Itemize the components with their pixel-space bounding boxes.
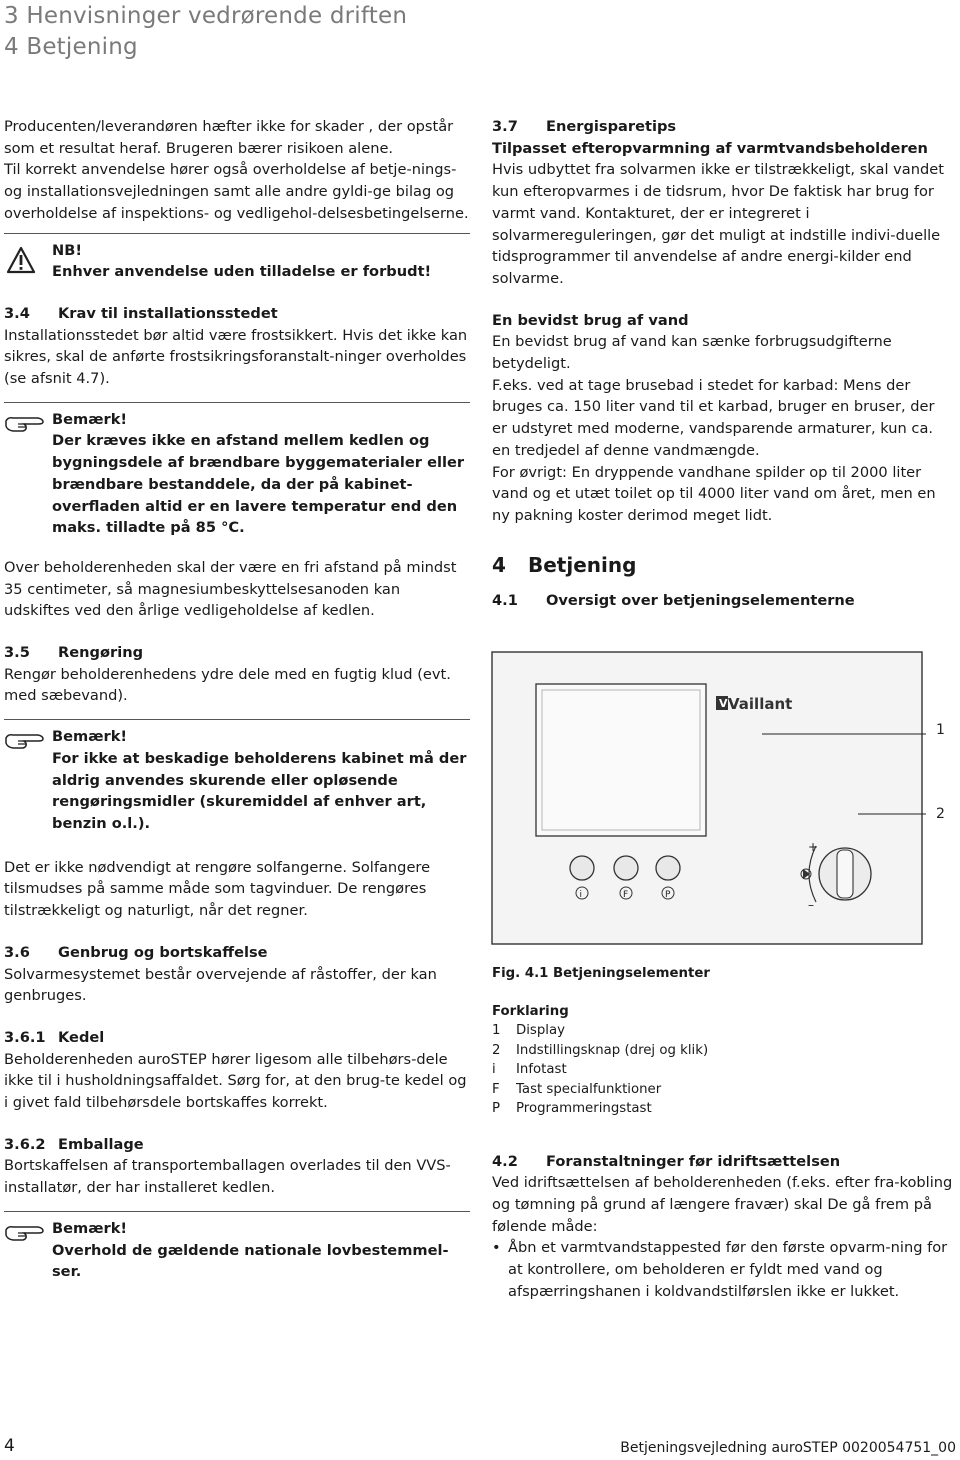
- figure-caption: Fig. 4.1 Betjeningselementer: [492, 966, 710, 981]
- section-title: Foranstaltninger før idriftsættelsen: [546, 1152, 841, 1170]
- section-3-6-2-heading: [4, 1134, 470, 1156]
- legend-item: F Tast specialfunktioner: [492, 1081, 662, 1097]
- section-title: Krav til installationsstedet: [58, 304, 278, 322]
- tip-2-example: F.eks. ved at tage brusebad i stedet for karbad: Mens der bruges ca. 150 liter vand til et karbad, bruger en bruser, der er udstyret med moderne, vandsparende armaturer, kun ca. en tredjedel af denne vandmængde.: [492, 376, 935, 459]
- bullet-text: Åbn et varmtvandstappested før den første opvarm-ning for at kontrollere, om beholderen er fyldt med vand og afspærringshanen i koldvandstilførslen ikke er lukket.: [508, 1239, 948, 1300]
- note-box-2: [4, 726, 470, 835]
- section-number: 3.6: [4, 943, 30, 961]
- section-4-2-heading: [492, 1151, 954, 1173]
- section-number: 4.2: [492, 1152, 518, 1170]
- document-title: Betjeningsvejledning auroSTEP 0020054751_00: [620, 1440, 956, 1456]
- chapter-number: 4: [492, 552, 506, 577]
- divider: [4, 1211, 470, 1212]
- note-text: For ikke at beskadige beholderens kabinet må der aldrig anvendes skurende eller opløsende rengøringsmidler (skuremiddel af enhver art, benzin o.l.).: [52, 749, 467, 832]
- info-button: [570, 856, 594, 880]
- tip-2-drip: For øvrigt: En dryppende vandhane spilder op til 2000 liter vand og et utæt toilet op til 4000 liter vand om året, men en ny pakning koster derimod meget lidt.: [492, 463, 936, 524]
- note-text: Overhold de gældende nationale lovbestemmel-ser.: [52, 1241, 449, 1281]
- svg-text:V: V: [719, 697, 728, 710]
- callout-label-2: 2: [936, 806, 945, 822]
- display-screen: [536, 684, 706, 836]
- legend-item: P Programmeringstast: [492, 1101, 652, 1116]
- logo-text: Vaillant: [728, 695, 793, 713]
- right-column: [492, 116, 954, 612]
- pointing-hand-icon: [4, 413, 46, 435]
- info-button-label: i: [579, 890, 583, 900]
- section-number: 3.5: [4, 644, 30, 662]
- warning-triangle-icon: [6, 246, 36, 274]
- tip-1-text: Hvis udbyttet fra solvarmen ikke er tilstrækkeligt, skal vandet kun efteropvarmes i de tidsrum, hvor De faktisk har brug for varmt vand. Kontakturet, der er integreret i solvarmereguleringen, gør det muligt at indstille indivi-duelle tidsprogrammer til anvendelse af andre energi-kilder end solvarme.: [492, 161, 944, 287]
- section-3-6-heading: [4, 942, 470, 964]
- function-button-label: F: [623, 890, 629, 900]
- callout-label-1: 1: [936, 722, 945, 738]
- section-number: 3.6.2: [4, 1135, 46, 1153]
- section-number: 3.4: [4, 304, 30, 322]
- pointing-hand-icon: [4, 1222, 46, 1244]
- divider: [4, 719, 470, 720]
- page-number: 4: [4, 1436, 15, 1456]
- legend-item: i Infotast: [492, 1062, 567, 1077]
- pointing-hand-icon: [4, 730, 46, 752]
- section-3-4-text: Installationsstedet bør altid være frostsikkert. Hvis det ikke kan sikres, skal de anførte frostsikringsforanstalt-ninger overholdes (se afsnit 4.7).: [4, 326, 468, 388]
- section-4-1-heading: [492, 590, 954, 612]
- intro-paragraph-2: Til korrekt anvendelse hører også overholdelse af betje-nings- og installationsvejledningen samt alle andre gyldi-ge bilag og overholdelse af inspektions- og vedligehol-delsesbetingelserne.: [4, 161, 469, 222]
- section-title: Energisparetips: [546, 118, 677, 135]
- knob-plus-label: +: [808, 840, 819, 854]
- note-title: Bemærk!: [52, 410, 128, 428]
- note-text: Der kræves ikke en afstand mellem kedlen og bygningsdele af brændbare byggematerialer eller brændbare bestanddele, da der på kabinet-overfladen altid er en lavere temperatur end den maks. tilladte på 85 °C.: [52, 432, 465, 537]
- warning-title: NB!: [52, 241, 82, 259]
- note-title: Bemærk!: [52, 728, 128, 746]
- divider: [4, 402, 470, 403]
- left-column: [4, 116, 470, 1283]
- section-4-2-text: Ved idriftsættelsen af beholderenheden (f.eks. efter fra-kobling og tømning på grund af længere fravær) skal De gå frem på følende måde:: [492, 1174, 953, 1235]
- rotary-knob-grip: [837, 850, 853, 898]
- vaillant-logo: [716, 695, 792, 713]
- section-3-4-heading: [4, 303, 470, 325]
- note-title: Bemærk!: [52, 1219, 128, 1237]
- chapter-title: Betjening: [528, 552, 637, 577]
- section-title: Kedel: [58, 1028, 105, 1046]
- section-3-6-1-heading: [4, 1027, 470, 1049]
- figure-legend: [492, 964, 954, 1302]
- section-title: Oversigt over betjeningselementerne: [546, 592, 855, 610]
- section-number: 3.6.1: [4, 1028, 46, 1046]
- knob-minus-label: –: [808, 898, 814, 912]
- divider: [4, 233, 470, 234]
- section-3-7-heading: [492, 116, 954, 138]
- distance-paragraph: Over beholderenheden skal der være en fri afstand på mindst 35 centimeter, så magnesiumbeskyttelsesanoden kan udskiftes ved den årlige vedligeholdelse af kedlen.: [4, 558, 457, 620]
- function-button: [614, 856, 638, 880]
- section-number: 3.7: [492, 118, 518, 135]
- bullet-item: [492, 1237, 954, 1302]
- intro-paragraph-1: Producenten/leverandøren hæfter ikke for skader , der opstår som et resultat heraf. Brugeren bærer risikoen alene.: [4, 118, 454, 157]
- warning-note: [4, 240, 470, 283]
- tip-2-text: En bevidst brug af vand kan sænke forbrugsudgifterne betydeligt.: [492, 333, 892, 373]
- legend-list: [492, 1021, 954, 1119]
- tip-1-title: Tilpasset efteropvarmning af varmtvandsbeholderen: [492, 139, 928, 157]
- legend-item: 2 Indstillingsknap (drej og klik): [492, 1042, 709, 1058]
- legend-item: 1 Display: [492, 1023, 566, 1038]
- section-title: Rengøring: [58, 644, 144, 662]
- bullet-mark: •: [492, 1239, 501, 1257]
- section-3-5-heading: [4, 642, 470, 664]
- section-3-6-text: Solvarmesystemet består overvejende af råstoffer, der kan genbruges.: [4, 965, 437, 1005]
- programming-button-label: P: [665, 890, 671, 900]
- section-3-6-1-text: Beholderenheden auroSTEP hører ligesom alle tilbehørs-dele ikke til i husholdningsaffaldet. Sørg for, at den brug-te kedel og i givet fald tilbehørsdele bortskaffes korrekt.: [4, 1050, 467, 1112]
- header-chapter-3: 3 Henvisninger vedrørende driften: [4, 3, 408, 29]
- chapter-4-heading: [492, 552, 954, 577]
- control-panel-figure: [490, 650, 954, 950]
- tip-2-title: En bevidst brug af vand: [492, 311, 689, 329]
- solar-collector-paragraph: Det er ikke nødvendigt at rengøre solfangerne. Solfangere tilsmudses på samme måde som tagvinduer. De rengøres tilstrækkeligt og naturligt, når det regner.: [4, 858, 431, 920]
- header-chapter-4: 4 Betjening: [4, 34, 138, 60]
- note-box-1: [4, 409, 470, 539]
- legend-title: Forklaring: [492, 1003, 569, 1019]
- programming-button: [656, 856, 680, 880]
- section-title: Emballage: [58, 1135, 144, 1153]
- section-number: 4.1: [492, 592, 518, 610]
- warning-text: Enhver anvendelse uden tilladelse er forbudt!: [52, 263, 432, 281]
- section-3-5-text: Rengør beholderenhedens ydre dele med en fugtig klud (evt. med sæbevand).: [4, 665, 451, 705]
- section-3-6-2-text: Bortskaffelsen af transportemballagen overlades til den VVS-installatør, der har installeret kedlen.: [4, 1157, 451, 1197]
- note-box-3: [4, 1218, 470, 1283]
- section-title: Genbrug og bortskaffelse: [58, 943, 268, 961]
